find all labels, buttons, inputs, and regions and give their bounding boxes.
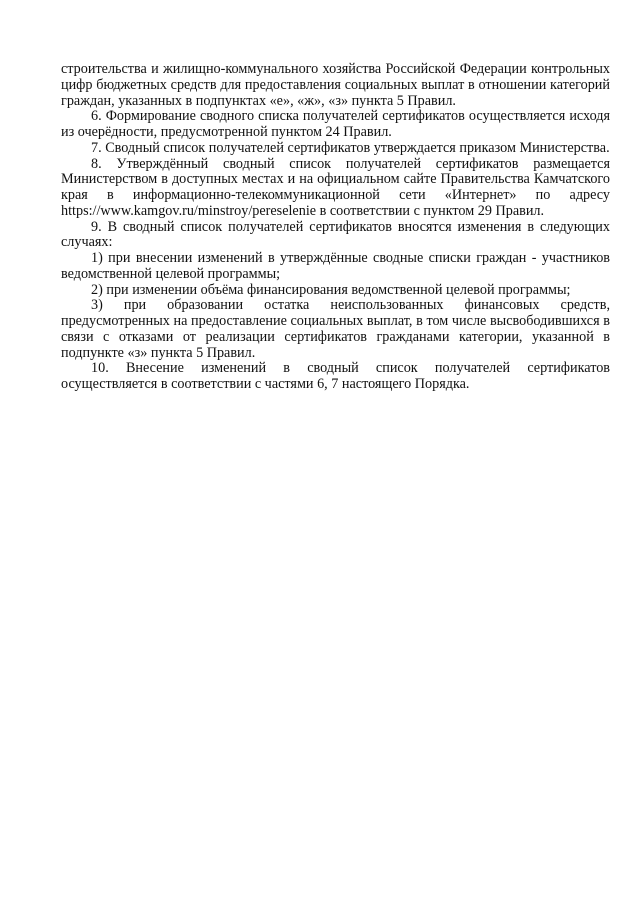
paragraph-item-6: 6. Формирование сводного списка получателей сертификатов осуществляется исходя из очерёдности, предусмотренной пунктом 24 Правил.: [61, 108, 610, 140]
document-body: [61, 62, 610, 393]
subitem-9-2: 2) при изменении объёма финансирования ведомственной целевой программы;: [91, 281, 571, 298]
subitem-9-3: 3) при образовании остатка неиспользованных финансовых средств, предусмотренных на предоставление социальных выплат, в том числе высвободившихся в связи с отказами от реализации сертификатов гражданами категории, указанной в подпункте «з» пункта 5 Правил.: [61, 297, 610, 361]
paragraph-continuation: строительства и жилищно-коммунального хозяйства Российской Федерации контрольных цифр бюджетных средств для предоставления социальных выплат в отношении категорий граждан, указанных в подпунктах «е», «ж», «з» пункта 5 Правил.: [61, 61, 610, 109]
paragraph-item-10: 10. Внесение изменений в сводный список получателей сертификатов осуществляется в соответствии с частями 6, 7 настоящего Порядка.: [61, 360, 610, 392]
paragraph-item-9: 9. В сводный список получателей сертификатов вносятся изменения в следующих случаях:: [61, 218, 610, 251]
subitem-9-1: 1) при внесении изменений в утверждённые сводные списки граждан - участников ведомственной целевой программы;: [61, 250, 610, 282]
paragraph-item-7: 7. Сводный список получателей сертификатов утверждается приказом Министерства.: [91, 139, 610, 156]
paragraph-item-8: 8. Утверждённый сводный список получателей сертификатов размещается Министерством в доступных местах и на официальном сайте Правительства Камчатского края в информационно-телекоммуникационной сети «Интернет» по адресу https://www.kamgov.ru/minstroy/pereselenie в соответствии с пунктом 29 Правил.: [61, 155, 610, 219]
